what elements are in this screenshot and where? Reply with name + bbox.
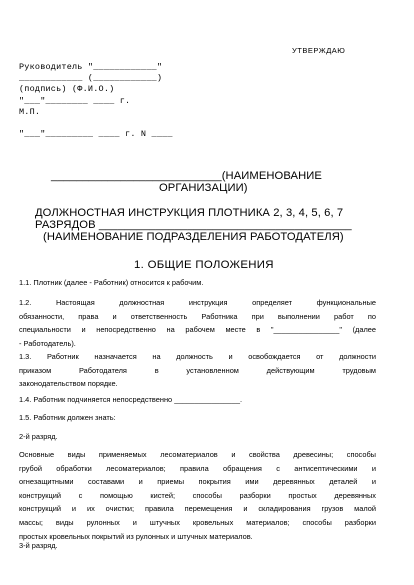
paragraph-1-2-line: 1.2. Настоящая должностная инструкция определяет функциональные: [19, 298, 376, 307]
signature-caption: (подпись) (Ф.И.О.): [19, 84, 115, 94]
paragraph-1-3-line: законодательством порядке.: [19, 379, 118, 389]
stamp-label: М.П.: [19, 107, 41, 117]
paragraph-1-2-line: специальности и непосредственно на рабочем месте в "________________" (далее: [19, 325, 376, 335]
grade-3-heading: 3-й разряд.: [19, 541, 58, 550]
manager-name-line: ____________ (____________): [19, 73, 163, 83]
document-title: ДОЛЖНОСТНАЯ ИНСТРУКЦИЯ ПЛОТНИКА 2, 3, 4, 5, 6, 7: [35, 207, 344, 219]
grade-2-line: массы; виды рулонных и штучных кровельных материалов; способы разборки: [19, 517, 376, 527]
paragraph-1-1: 1.1. Плотник (далее - Работник) относится к рабочим.: [19, 278, 204, 287]
paragraph-1-3-line: приказом Работодателя в установленном действующим трудовым: [19, 365, 376, 375]
document-title-grades: РАЗРЯДОВ ________________________________________: [35, 219, 352, 231]
paragraph-1-2-line: обязанности, права и ответственность Работника при выполнении работ по: [19, 311, 376, 321]
department-caption: (НАИМЕНОВАНИЕ ПОДРАЗДЕЛЕНИЯ РАБОТОДАТЕЛЯ): [43, 231, 344, 243]
grade-2-heading: 2-й разряд.: [19, 432, 58, 441]
paragraph-1-2: [19, 296, 376, 350]
grade-2-line: конструкций и их очистки; правила перемещения и складирования грузов малой: [19, 504, 376, 514]
grade-2-text: [19, 448, 376, 543]
organization-name-line: ___________________________(НАИМЕНОВАНИЕ: [51, 170, 322, 182]
paragraph-1-4: 1.4. Работник подчиняется непосредственно ________________.: [19, 395, 243, 404]
approve-label: УТВЕРЖДАЮ: [292, 46, 346, 55]
approval-date-line: "___"________ ____ г.: [19, 96, 131, 106]
grade-2-line: простых кровельных покрытий из рулонных и штучных материалов.: [19, 531, 253, 541]
grade-2-line: огнезащитными составами и приемы покрытия ими деревянных деталей и: [19, 477, 376, 487]
paragraph-1-3: [19, 350, 376, 391]
paragraph-1-5: 1.5. Работник должен знать:: [19, 413, 116, 422]
paragraph-1-2-line: - Работодатель).: [19, 338, 76, 348]
manager-line: Руководитель "____________": [19, 62, 163, 72]
document-date-line: "___"_________ ____ г. N ____: [19, 129, 173, 139]
grade-2-line: конструкций с помощью кистей; способы разборки простых деревянных: [19, 490, 376, 500]
grade-2-line: Основные виды применяемых лесоматериалов и свойства древесины; способы: [19, 450, 376, 459]
section-heading: 1. ОБЩИЕ ПОЛОЖЕНИЯ: [134, 259, 274, 271]
paragraph-1-3-line: 1.3. Работник назначается на должность и освобождается от должности: [19, 352, 376, 361]
grade-2-line: грубой обработки лесоматериалов; правила обращения с антисептическими и: [19, 463, 376, 473]
organization-name-caption: ОРГАНИЗАЦИИ): [159, 182, 248, 194]
